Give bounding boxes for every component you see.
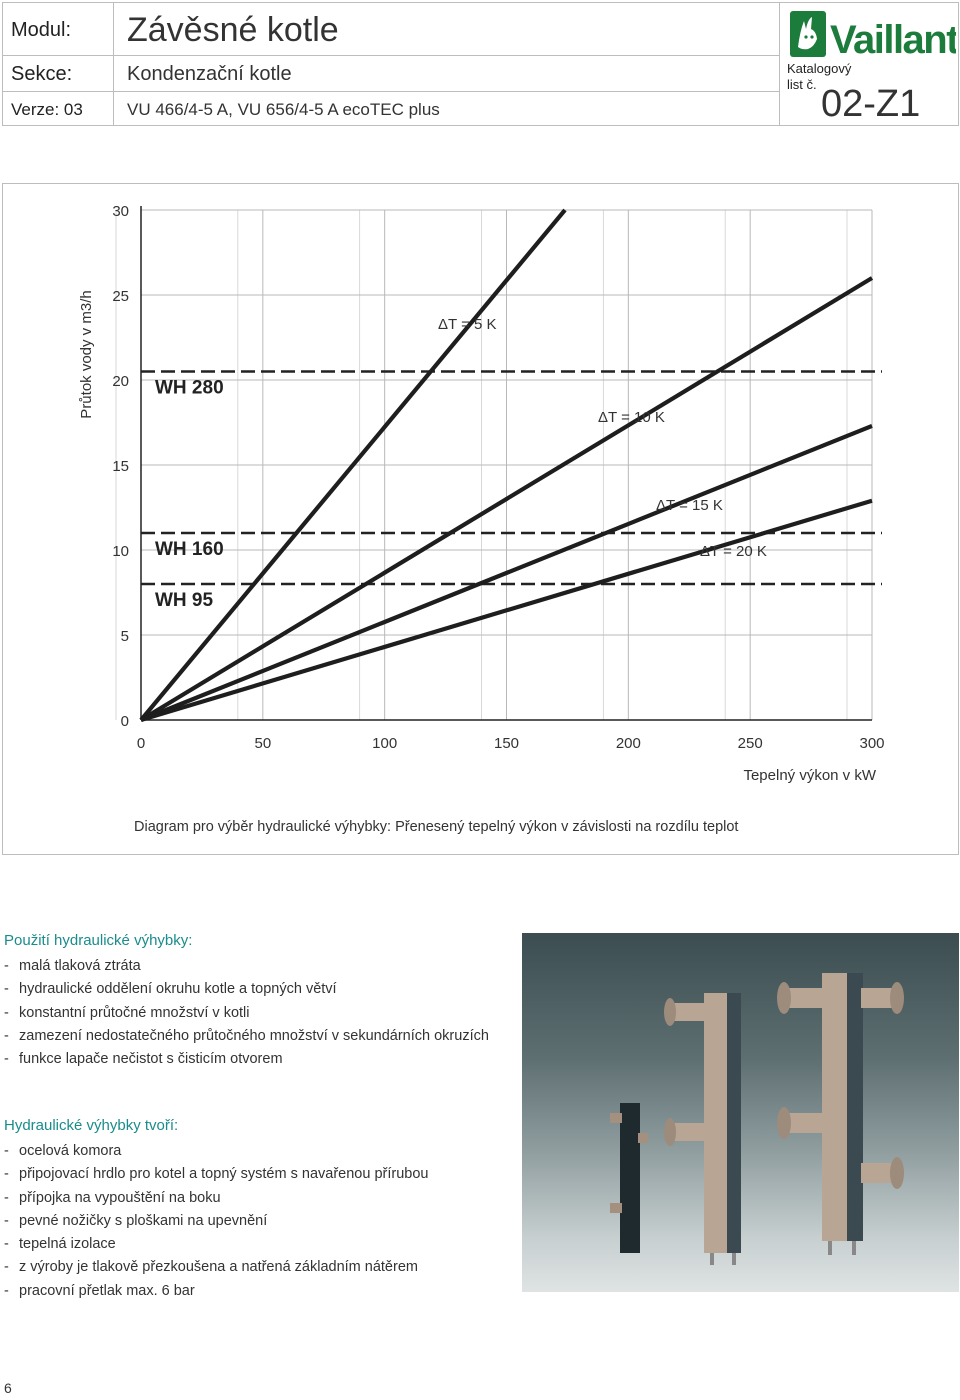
series-label: ΔT = 15 K (656, 497, 723, 514)
modul-label: Modul: (11, 19, 72, 41)
logo-wordmark: Vaillant (830, 18, 956, 57)
composition-list-item: - přípojka na vypouštění na boku (4, 1187, 514, 1210)
threshold-label: WH 280 (155, 377, 224, 399)
header-divider (113, 3, 114, 125)
usage-list-item: - funkce lapače nečistot s čisticím otvorem (4, 1048, 514, 1071)
verze-label: Verze: 03 (11, 100, 83, 119)
composition-list-item: - pevné nožičky s ploškami na upevnění (4, 1210, 514, 1233)
series-label: ΔT = 20 K (700, 543, 767, 560)
x-tick-label: 300 (859, 735, 885, 752)
header-divider (779, 3, 780, 125)
usage-list-item: - zamezení nedostatečného průtočného množství v sekundárních okruzích (4, 1025, 514, 1048)
composition-list-item: - z výroby je tlakově přezkoušena a natřená základním nátěrem (4, 1256, 514, 1279)
threshold-label: WH 160 (155, 539, 224, 560)
header-divider (3, 55, 779, 56)
modul-value: Závěsné kotle (127, 11, 339, 49)
composition-list-item: - připojovací hrdlo pro kotel a topný systém s navařenou přírubou (4, 1163, 514, 1186)
composition-section (4, 1117, 514, 1303)
sekce-value: Kondenzační kotle (127, 63, 292, 85)
x-tick-label: 200 (615, 735, 641, 752)
y-tick-label: 0 (120, 713, 129, 730)
verze-value: VU 466/4-5 A, VU 656/4-5 A ecoTEC plus (127, 100, 440, 119)
usage-title: Použití hydraulické výhybky: (4, 932, 193, 949)
usage-list-item: - konstantní průtočné množství v kotli (4, 1002, 514, 1025)
threshold-label: WH 95 (155, 590, 214, 611)
x-tick-label: 150 (493, 735, 520, 752)
katalog-label-line2: list č. (787, 77, 817, 92)
product-photo (522, 933, 959, 1292)
composition-list-item: - tepelná izolace (4, 1233, 514, 1256)
composition-title: Hydraulické výhybky tvoří: (4, 1117, 179, 1134)
vaillant-logo (790, 11, 956, 57)
flow-diagram (3, 184, 960, 856)
y-tick-label: 15 (112, 458, 129, 475)
composition-list (4, 1140, 514, 1303)
y-tick-label: 20 (112, 373, 129, 390)
y-tick-label: 5 (120, 628, 129, 645)
y-tick-label: 25 (112, 288, 129, 305)
x-tick-label: 100 (372, 735, 398, 752)
y-tick-label: 30 (112, 203, 129, 220)
chart-caption: Diagram pro výběr hydraulické výhybky: Přenesený tepelný výkon v závislosti na rozdílu teplot (134, 819, 739, 835)
usage-list-item: - malá tlaková ztráta (4, 955, 514, 978)
diagram-panel (2, 183, 959, 855)
katalog-number: 02-Z1 (821, 83, 921, 125)
sekce-label: Sekce: (11, 63, 73, 85)
x-tick-label: 250 (737, 735, 763, 752)
composition-list-item: - ocelová komora (4, 1140, 514, 1163)
composition-list-item: - pracovní přetlak max. 6 bar (4, 1280, 514, 1303)
usage-list (4, 955, 514, 1071)
x-tick-label: 50 (254, 735, 272, 752)
usage-list-item: - hydraulické oddělení okruhu kotle a topných větví (4, 978, 514, 1001)
x-axis-label: Tepelný výkon v kW (743, 767, 876, 784)
series-label: ΔT = 10 K (598, 409, 665, 426)
page-number: 6 (4, 1380, 12, 1396)
y-tick-label: 10 (112, 543, 129, 560)
document-header (2, 2, 959, 126)
usage-section (4, 932, 514, 1071)
katalog-label-line1: Katalogový (787, 61, 852, 76)
header-divider (3, 91, 779, 92)
y-axis-label: Průtok vody v m3/h (78, 290, 95, 419)
series-label: ΔT = 5 K (438, 316, 497, 333)
x-tick-label: 0 (136, 735, 146, 752)
